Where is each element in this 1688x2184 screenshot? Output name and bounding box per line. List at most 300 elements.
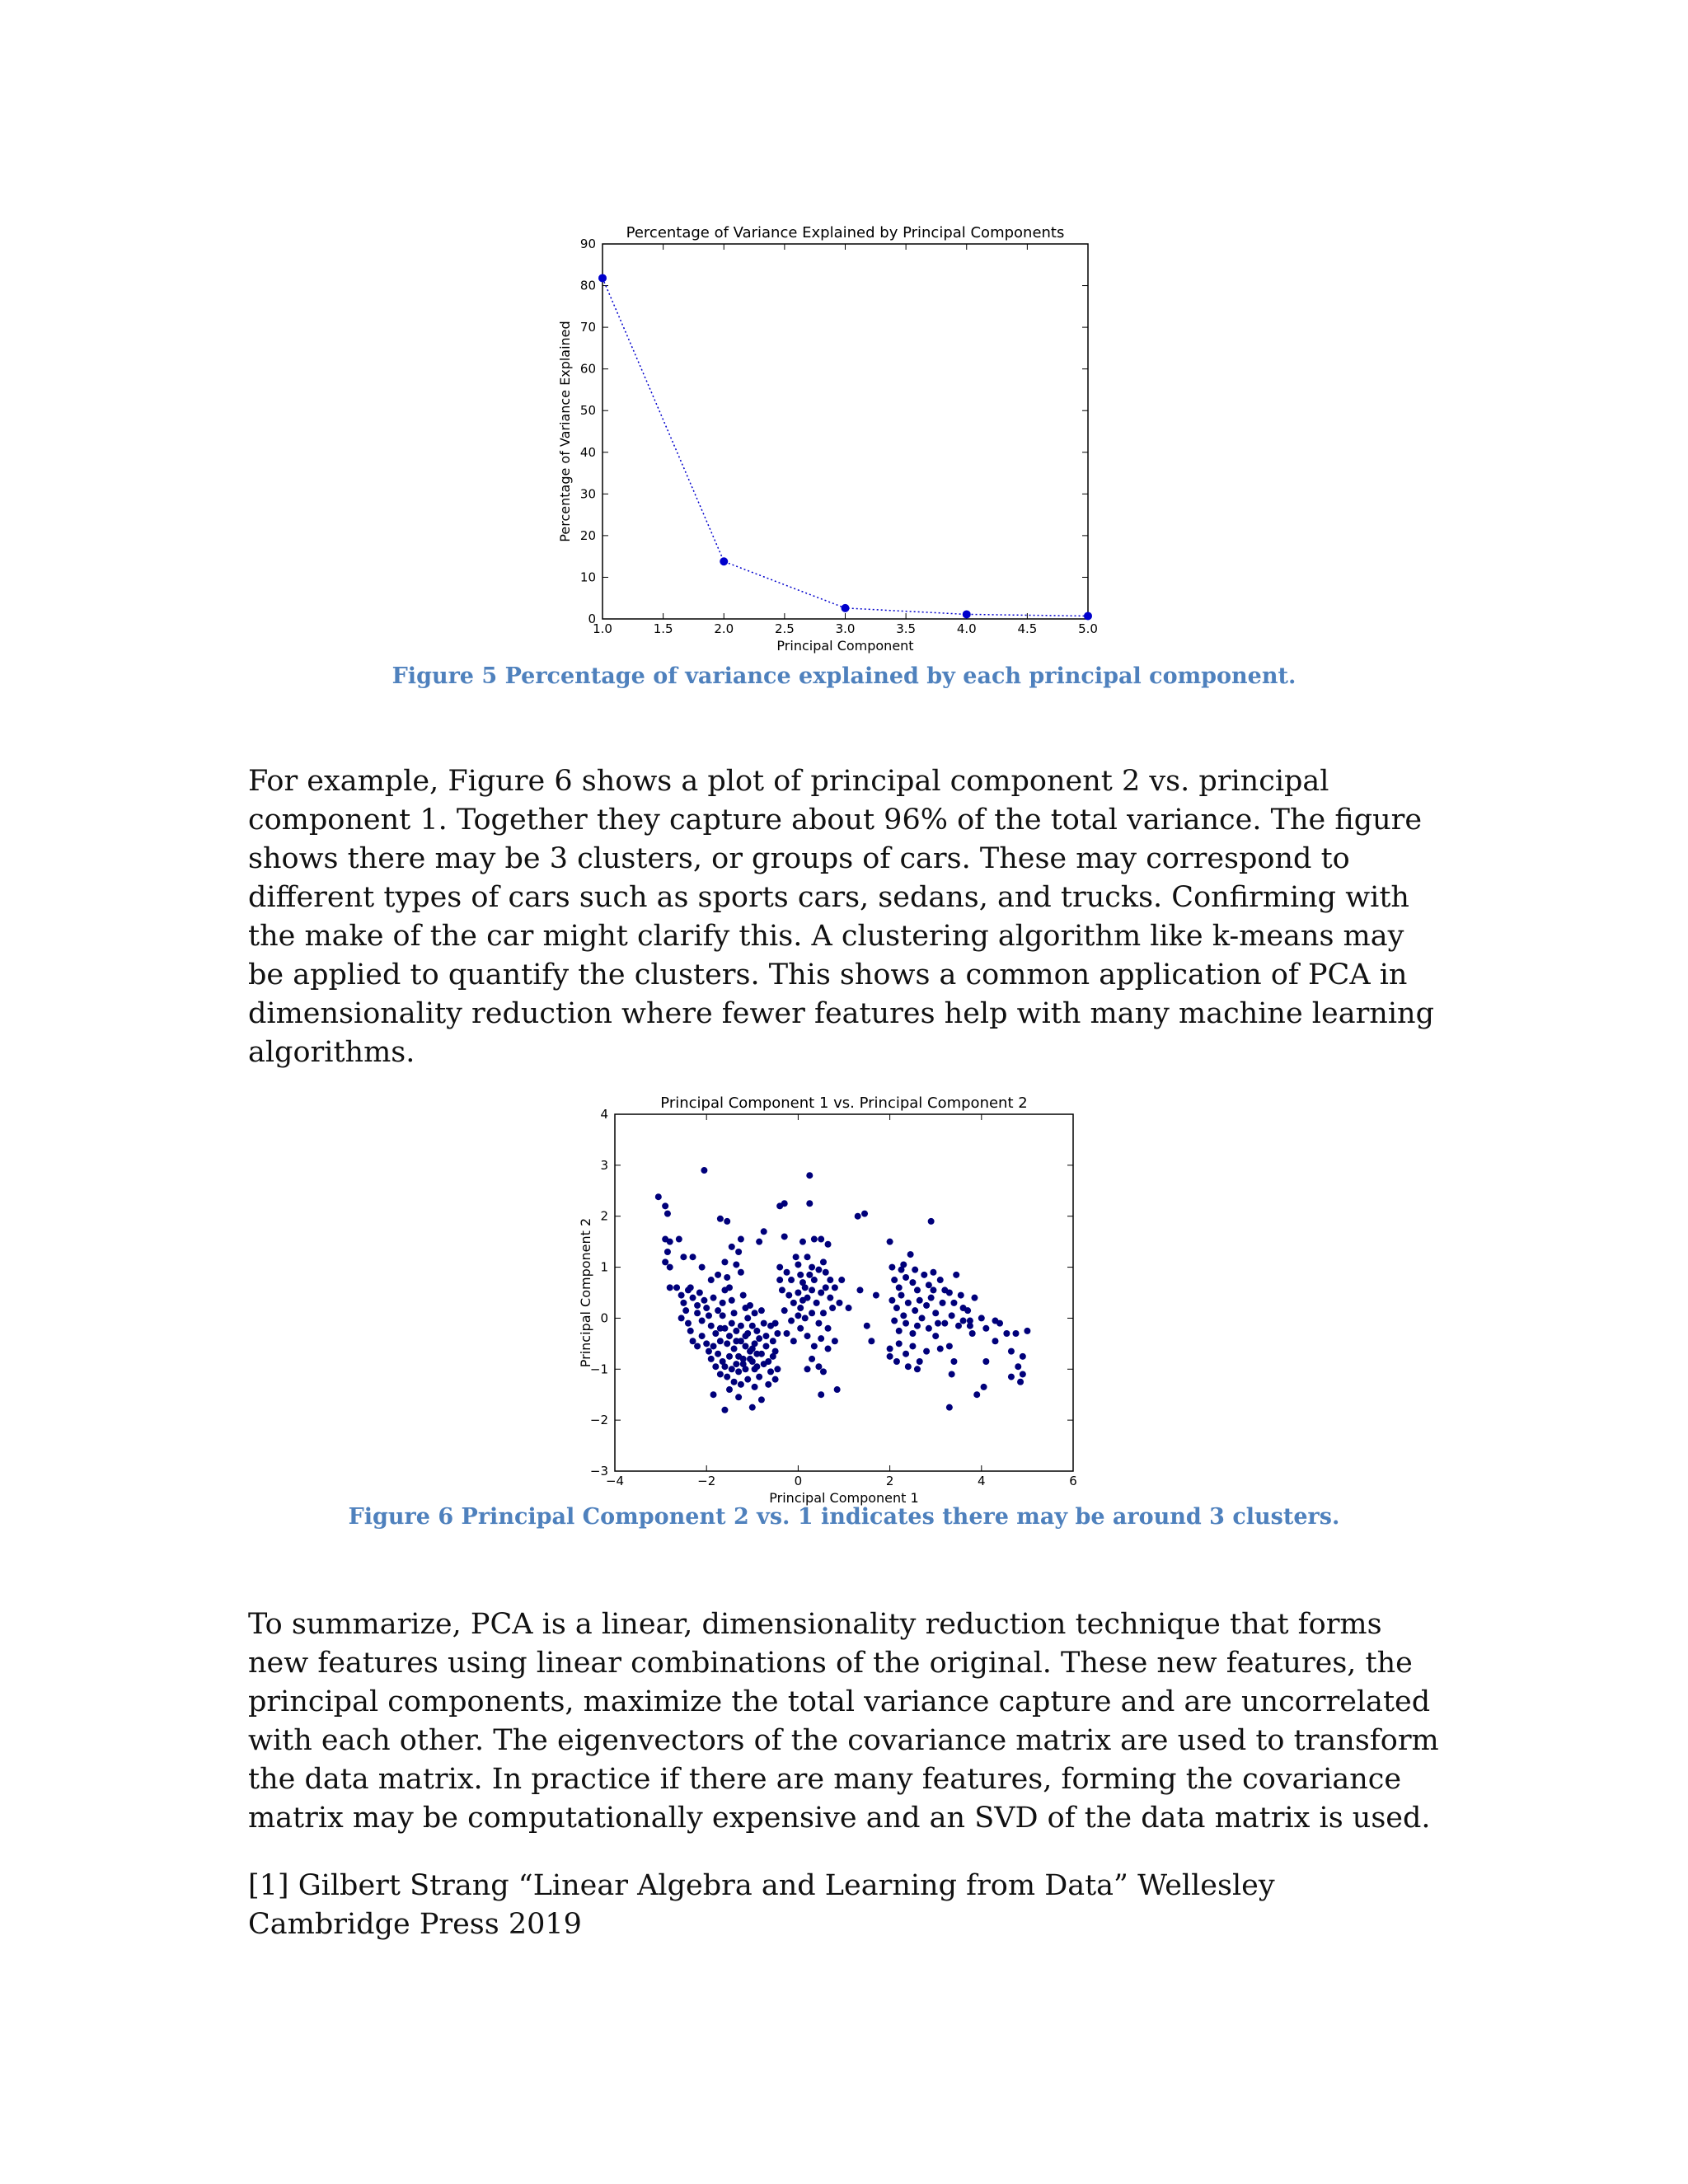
scatter-point [712,1363,719,1370]
y-tick-label: 90 [579,237,596,251]
scatter-point [765,1381,771,1388]
scatter-point [804,1254,811,1260]
scatter-point [706,1312,712,1319]
scatter-point [753,1351,760,1357]
scatter-point [889,1297,895,1304]
scatter-point [662,1258,668,1265]
scatter-point [932,1333,939,1339]
scatter-point [992,1338,998,1344]
scatter-point [703,1305,710,1311]
y-tick-label: 4 [600,1107,608,1122]
scatter-point [758,1307,765,1314]
scatter-point [701,1167,707,1174]
scatter-point [802,1315,809,1321]
scatter-point [946,1343,953,1349]
x-tick-label: 4.0 [956,621,977,636]
scatter-point [806,1272,813,1278]
scatter-point [788,1318,795,1324]
scatter-point [928,1295,935,1301]
scatter-point [809,1356,815,1362]
scatter-point [896,1328,903,1334]
scatter-point [756,1239,762,1245]
scatter-point [797,1272,804,1278]
scatter-point [950,1358,957,1365]
y-tick-label: 3 [600,1157,608,1173]
scatter-point [678,1292,685,1299]
y-tick-label: 20 [579,527,596,543]
scatter-point [834,1386,841,1393]
scatter-point [818,1236,824,1243]
scatter-point [770,1353,776,1360]
scatter-point [729,1366,735,1372]
scatter-point [744,1376,751,1383]
scatter-point [680,1254,687,1260]
y-tick-label: 40 [579,444,596,460]
scatter-point [846,1305,852,1311]
scatter-point [903,1274,909,1281]
scatter-point [900,1312,907,1319]
y-tick-label: 80 [579,278,596,293]
scatter-point [930,1269,936,1276]
scatter-point [721,1258,728,1265]
scatter-point [893,1305,900,1311]
scatter-point [765,1358,771,1365]
scatter-point [909,1330,916,1337]
scatter-point [914,1323,921,1329]
scatter-point [761,1228,767,1235]
scatter-point [921,1272,927,1278]
y-tick-label: 60 [579,361,596,377]
scatter-point [891,1277,898,1283]
scatter-point [820,1368,827,1375]
scatter-point [673,1284,680,1291]
scatter-point [710,1295,717,1301]
scatter-point [756,1335,762,1342]
scatter-point [776,1277,783,1283]
figure-5-caption: Figure 5 Percentage of variance explained by each principal component. [392,663,1296,689]
scatter-point [738,1381,744,1388]
scatter-point [856,1286,863,1293]
y-tick-label: 70 [579,320,596,335]
scatter-point [992,1318,998,1324]
scatter-point [946,1290,953,1296]
scatter-point [861,1211,868,1217]
x-tick-label: −4 [605,1474,625,1488]
scatter-point [762,1343,769,1349]
scatter-point [912,1267,918,1273]
scatter-point [909,1279,916,1286]
scatter-point [742,1366,748,1372]
scatter-point [926,1282,932,1288]
x-tick-label: 1.5 [653,621,673,636]
scatter-point [772,1348,779,1355]
scatter-point [721,1363,728,1370]
scatter-point [761,1320,767,1327]
scatter-point [708,1356,715,1362]
scatter-point [717,1338,724,1344]
scatter-point [825,1346,832,1352]
scatter-point [967,1323,973,1329]
scatter-point [836,1300,842,1306]
scatter-point [917,1358,923,1365]
scatter-point [820,1258,827,1265]
scatter-point [752,1340,758,1347]
scatter-point [749,1346,756,1352]
scatter-point [767,1368,774,1375]
scatter-point [930,1286,936,1293]
scatter-point [912,1307,918,1314]
scatter-point [804,1366,811,1372]
scatter-point [694,1343,701,1349]
scatter-point [1003,1330,1010,1337]
scatter-point [724,1340,730,1347]
scatter-point [710,1391,717,1398]
scatter-point [708,1277,715,1283]
scatter-point [820,1310,827,1316]
scatter-point [823,1269,829,1276]
scatter-point [735,1394,742,1400]
x-tick-label: 2 [885,1474,894,1488]
scatter-point [753,1328,760,1334]
scatter-point [742,1333,748,1339]
scatter-point [756,1374,762,1380]
scatter-point [742,1305,748,1311]
scatter-point [690,1338,696,1344]
scatter-point [682,1307,689,1314]
scatter-point [887,1239,893,1245]
scatter-point [717,1371,724,1377]
scatter-point [905,1363,912,1370]
scatter-point [738,1269,744,1276]
scatter-point [752,1310,758,1316]
scatter-point [969,1330,976,1337]
scatter-point [785,1292,792,1299]
scatter-point [818,1290,824,1296]
scatter-point [701,1297,707,1304]
scatter-point [958,1292,964,1299]
scatter-point [949,1312,955,1319]
scatter-point [758,1396,765,1403]
scatter-point [914,1366,921,1372]
data-point [1084,612,1092,620]
scatter-point [971,1295,978,1301]
scatter-point [827,1295,833,1301]
x-tick-label: 2.0 [714,621,734,636]
y-tick-label: 2 [600,1208,608,1224]
scatter-point [676,1236,682,1243]
scatter-point [784,1269,790,1276]
scatter-point [772,1320,779,1327]
scatter-point [923,1348,930,1355]
scatter-point [729,1244,735,1250]
scatter-point [914,1286,921,1293]
scatter-point [996,1320,1003,1327]
scatter-point [949,1371,955,1377]
scatter-point [903,1351,909,1357]
scatter-point [726,1353,733,1360]
scatter-point [804,1295,811,1301]
scatter-point [799,1279,806,1286]
scatter-point [733,1328,739,1334]
x-tick-label: 6 [1069,1474,1077,1488]
scatter-point [703,1340,710,1347]
scatter-point [721,1407,728,1413]
scatter-point [784,1330,790,1337]
scatter-point [1020,1371,1026,1377]
scatter-point [795,1312,801,1319]
scatter-point [694,1310,701,1316]
scatter-point [896,1340,903,1347]
chart-title: Percentage of Variance Explained by Principal Components [626,224,1065,241]
scatter-point [662,1236,668,1243]
scatter-point [825,1325,832,1332]
scatter-point [726,1284,733,1291]
scatter-point [779,1286,785,1293]
scatter-point [687,1328,694,1334]
scatter-point [802,1284,809,1291]
scatter-point [960,1318,967,1324]
scatter-point [887,1346,893,1352]
plot-frame [615,1114,1073,1471]
scatter-point [1024,1328,1030,1334]
scatter-point [1015,1363,1021,1370]
paragraph-summary: To summarize, PCA is a linear, dimensionality reduction technique that forms new features using linear combinations of the original. These new features, the principal components, maximize the total variance capture and are uncorrelated with each other. The eigenvectors of the covariance matrix are used to transform the data matrix. In practice if there are many features, forming the covariance matrix may be computationally expensive and an SVD of the data matrix is used. [248,1608,1439,1835]
scatter-point [724,1218,730,1225]
series-line [603,278,1088,616]
scatter-point [982,1325,989,1332]
scatter-point [749,1404,756,1411]
scatter-point [717,1216,724,1222]
scatter-point [694,1302,701,1309]
scatter-point [667,1239,673,1245]
x-tick-label: 4 [978,1474,986,1488]
x-tick-label: 5.0 [1078,621,1098,636]
scatter-point [664,1249,671,1255]
scatter-point [715,1351,721,1357]
scatter-point [806,1200,813,1207]
scatter-point [953,1272,959,1278]
y-axis-label: Percentage of Variance Explained [557,321,573,542]
y-tick-label: −3 [589,1464,608,1479]
y-tick-label: 1 [600,1259,608,1275]
scatter-point [781,1200,788,1207]
scatter-point [864,1323,870,1329]
x-tick-label: 4.5 [1017,621,1038,636]
scatter-point [811,1236,818,1243]
scatter-point [715,1307,721,1314]
data-point [842,604,850,612]
scatter-point [664,1211,671,1217]
scatter-point [941,1286,948,1293]
scatter-point [774,1330,781,1337]
scatter-point [724,1274,730,1281]
scatter-point [919,1315,926,1321]
scatter-point [772,1376,779,1383]
plot-frame [603,244,1088,619]
scatter-point [690,1295,696,1301]
x-tick-label: 0 [794,1474,803,1488]
scatter-point [781,1307,788,1314]
scatter-point [687,1284,694,1291]
scatter-point [729,1320,735,1327]
scatter-point [804,1333,811,1339]
scatter-point [685,1286,692,1293]
scatter-point [855,1213,861,1220]
scatter-point [706,1348,712,1355]
scatter-point [832,1284,838,1291]
scatter-point [811,1343,818,1349]
scatter-point [909,1343,916,1349]
scatter-point [960,1305,967,1311]
y-tick-label: −1 [589,1361,608,1377]
scatter-point [735,1353,742,1360]
scatter-point [809,1264,815,1271]
scatter-point [799,1297,806,1304]
x-axis-label: Principal Component [776,638,914,654]
scatter-point [685,1320,692,1327]
scatter-point [690,1254,696,1260]
scatter-point [981,1384,987,1390]
scatter-point [742,1343,748,1349]
scatter-point [710,1343,717,1349]
scatter-point [982,1358,989,1365]
scatter-point [762,1333,769,1339]
scatter-point [891,1318,898,1324]
scatter-point [790,1338,797,1344]
scatter-point [815,1267,822,1273]
scatter-point [964,1307,971,1314]
scatter-point [1008,1374,1015,1380]
scatter-point [747,1356,753,1362]
scatter-point [662,1202,668,1209]
scatter-point [898,1267,905,1273]
scatter-point [699,1318,706,1324]
scatter-point [825,1241,832,1248]
scatter-point [893,1358,900,1365]
scatter-point [799,1239,806,1245]
scatter-point [733,1261,739,1268]
y-tick-label: 0 [588,612,596,626]
scatter-point [758,1351,765,1357]
scatter-point [749,1323,756,1329]
scatter-point [955,1323,962,1329]
y-axis-label: Principal Component 2 [578,1217,593,1368]
scatter-point [937,1277,944,1283]
scatter-point [818,1335,824,1342]
scatter-point [667,1264,673,1271]
scatter-point [753,1363,760,1370]
data-point [963,610,971,618]
data-point [598,274,607,282]
y-tick-label: 50 [579,403,596,419]
scatter-point [678,1315,685,1321]
scatter-point [781,1233,788,1240]
scatter-point [699,1333,706,1339]
scatter-point [935,1320,941,1327]
scatter-point [1013,1330,1020,1337]
scatter-point [806,1172,813,1179]
scatter-point [932,1310,939,1316]
scatter-point [738,1236,744,1243]
scatter-point [776,1264,783,1271]
scatter-point [735,1368,742,1375]
scatter-point [978,1315,985,1321]
scatter-point [731,1346,738,1352]
scatter-point [809,1286,815,1293]
scatter-point [823,1284,829,1291]
scatter-point [896,1284,903,1291]
scatter-point [717,1325,724,1332]
scatter-point [889,1264,895,1271]
scatter-point [749,1358,756,1365]
scatter-point [735,1249,742,1255]
scatter-point [923,1302,930,1309]
scatter-point [733,1338,739,1344]
scatter-point [797,1305,804,1311]
variance-line-chart [0,0,1688,676]
scatter-point [973,1391,980,1398]
scatter-point [811,1277,818,1283]
scatter-point [795,1290,801,1296]
scatter-point [814,1300,820,1306]
scatter-point [838,1277,845,1283]
scatter-point [905,1300,912,1306]
x-tick-label: 3.0 [835,621,856,636]
scatter-point [712,1330,719,1337]
scatter-point [950,1300,957,1306]
scatter-point [815,1363,822,1370]
scatter-point [898,1292,905,1299]
scatter-point [740,1356,747,1362]
scatter-point [726,1386,733,1393]
figure-6-caption: Figure 6 Principal Component 2 vs. 1 indicates there may be around 3 clusters. [348,1504,1340,1530]
scatter-point [738,1338,744,1344]
scatter-point [729,1297,735,1304]
scatter-point [744,1315,751,1321]
scatter-point [900,1261,907,1268]
scatter-point [907,1251,914,1258]
scatter-point [1020,1353,1026,1360]
scatter-point [752,1366,758,1372]
scatter-point [926,1325,932,1332]
scatter-point [797,1325,804,1332]
scatter-point [829,1305,836,1311]
x-axis-label: Principal Component 1 [769,1490,919,1506]
scatter-point [731,1310,738,1316]
scatter-point [720,1312,726,1319]
scatter-point [941,1320,948,1327]
x-tick-label: 2.5 [774,621,795,636]
scatter-point [946,1404,953,1411]
x-tick-label: 3.5 [896,621,917,636]
scatter-point [809,1310,815,1316]
scatter-point [761,1361,767,1367]
scatter-point [815,1320,822,1327]
scatter-point [887,1353,893,1360]
scatter-point [928,1218,935,1225]
scatter-point [699,1264,706,1271]
scatter-point [708,1323,715,1329]
paragraph-pca-example: For example, Figure 6 shows a plot of principal component 2 vs. principal component 1. Together they capture about 96% of the total variance. The figure shows there may be 3 clusters, or groups of cars. These may correspond to different types of cars such as sports cars, sedans, and trucks. Confirming with the make of the car might clarify this. A clustering algorithm like k-means may be applied to quantify the clusters. This shows a common application of PCA in dimensionality reduction where fewer features help with many machine learning algorithms. [248,765,1434,1069]
x-tick-label: −2 [697,1474,716,1488]
y-tick-label: 30 [579,486,596,502]
scatter-point [827,1277,833,1283]
scatter-point [917,1297,923,1304]
scatter-point [733,1361,739,1367]
scatter-point [680,1300,687,1306]
scatter-point [752,1384,758,1390]
scatter-point [721,1325,728,1332]
